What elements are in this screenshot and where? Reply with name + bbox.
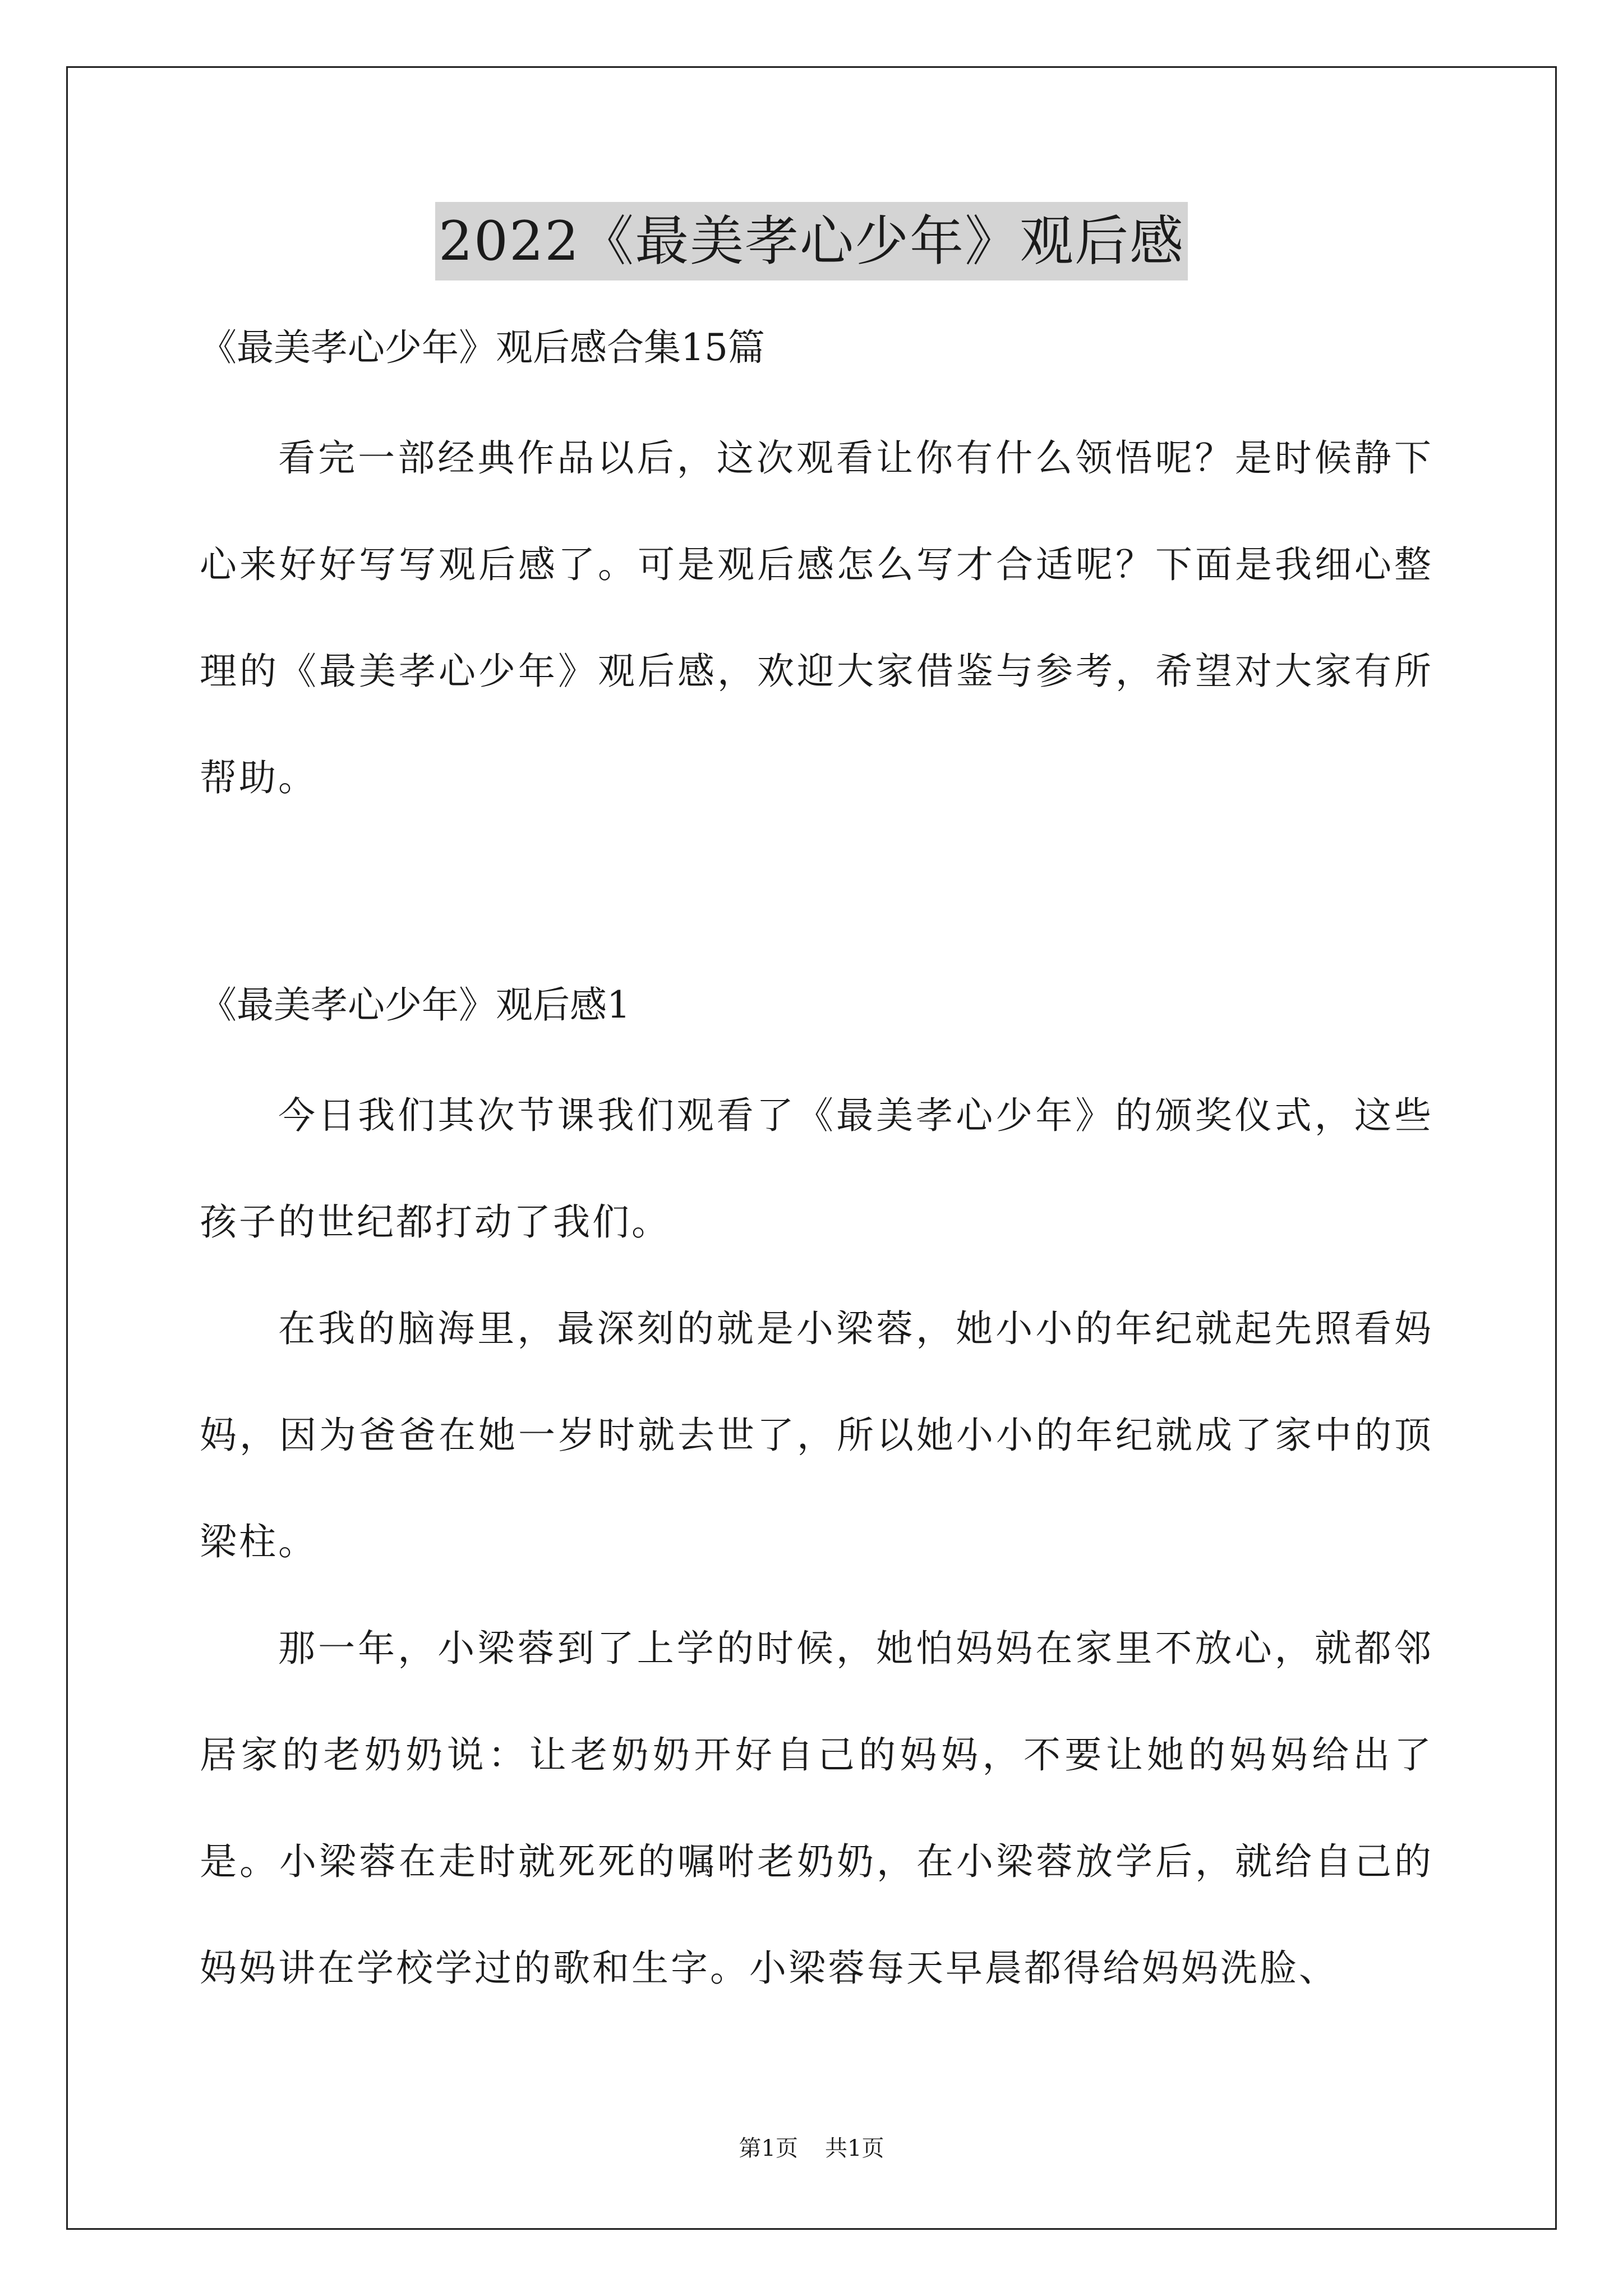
document-body [200,314,1433,2022]
document-title: 2022《最美孝心少年》观后感 [435,202,1188,280]
page-total: 共1页 [825,2136,884,2161]
body-paragraph: 今日我们其次节课我们观看了《最美孝心少年》的颁奖仪式，这些孩子的世纪都打动了我们。 [200,1094,1433,1244]
title-container [0,202,1623,280]
intro-paragraph: 看完一部经典作品以后，这次观看让你有什么领悟呢？是时候静下心来好好写写观后感了。可是观后感怎么写才合适呢？下面是我细心整理的《最美孝心少年》观后感，欢迎大家借鉴与参考，希望对大家有所帮助。 [200,436,1433,799]
collection-heading: 《最美孝心少年》观后感合集15篇 [200,326,765,369]
body-paragraph: 那一年，小梁蓉到了上学的时候，她怕妈妈在家里不放心，就都邻居家的老奶奶说：让老奶奶开好自己的妈妈，不要让她的妈妈给出了是。小梁蓉在走时就死死的嘱咐老奶奶，在小梁蓉放学后，就给自己的妈妈讲在学校学过的歌和生字。小梁蓉每天早晨都得给妈妈洗脸、 [200,1627,1433,1990]
page-footer [0,2132,1623,2165]
body-paragraph: 在我的脑海里，最深刻的就是小梁蓉，她小小的年纪就起先照看妈妈，因为爸爸在她一岁时就去世了，所以她小小的年纪就成了家中的顶梁柱。 [200,1307,1433,1563]
section-heading: 《最美孝心少年》观后感1 [200,983,630,1027]
page-number: 第1页 [739,2136,798,2161]
